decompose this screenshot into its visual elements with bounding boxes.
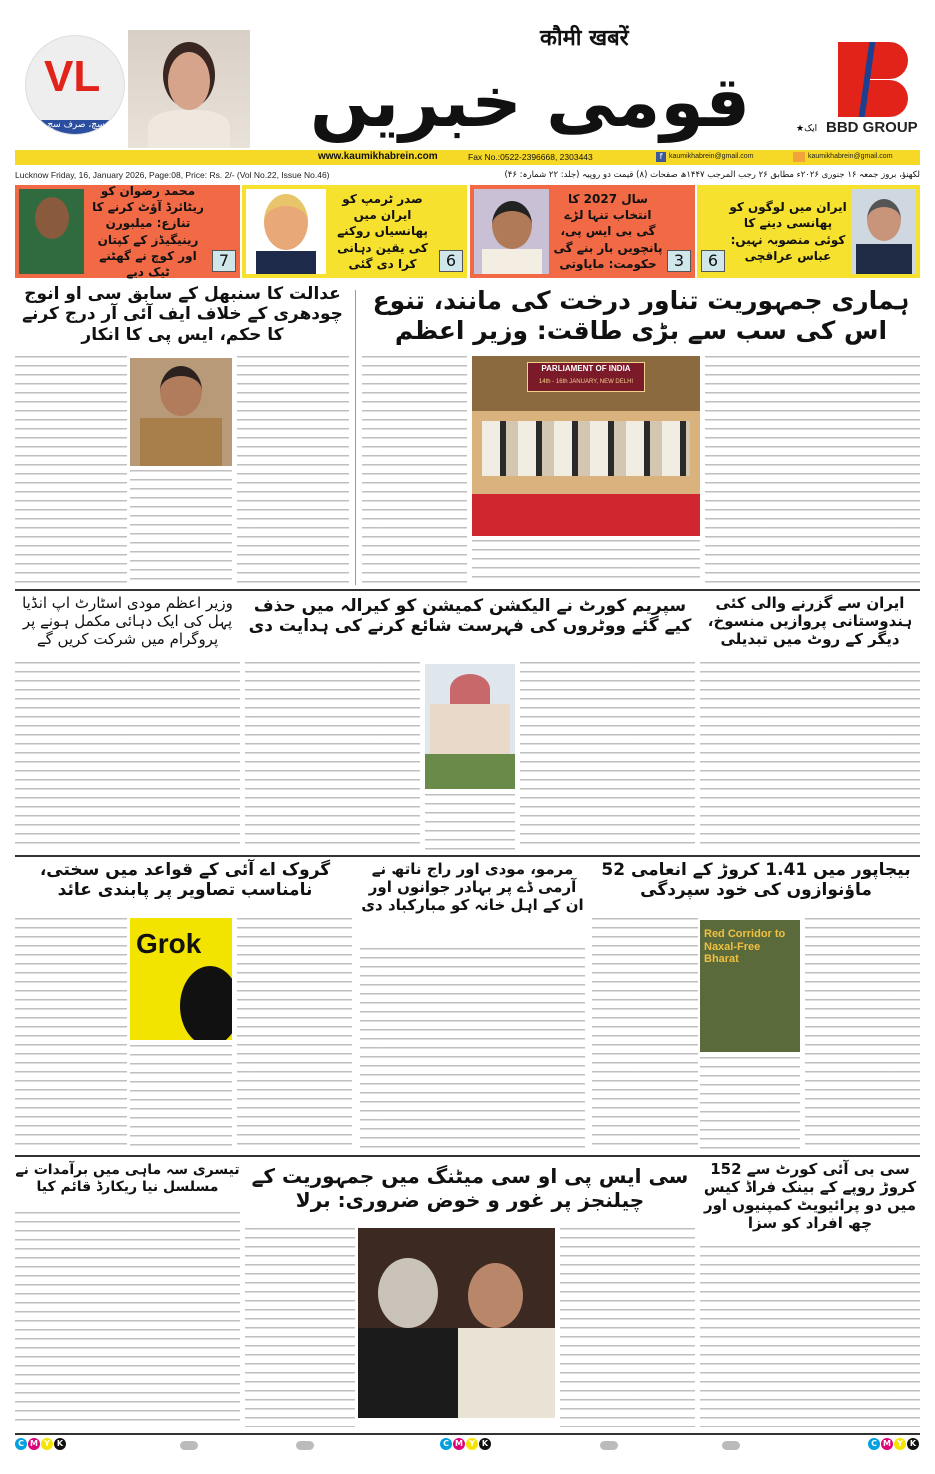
story-body xyxy=(15,356,127,584)
registration-mark xyxy=(296,1441,314,1450)
fax-number: Fax No.:0522-2396668, 2303443 xyxy=(468,152,593,162)
story-body xyxy=(560,1228,695,1427)
iran-flights-headline: ایران سے گزرنے والی کئی ہندوستانی پروازیں منسوخ، دیگر کے روٹ میں تبدیلی xyxy=(707,594,913,648)
facebook-icon: f xyxy=(656,152,666,162)
story-body xyxy=(237,356,349,584)
story-body xyxy=(360,948,585,1152)
cmyk-marker: C M Y K xyxy=(440,1438,491,1450)
logo-tagline: سچ، صرف سچ xyxy=(31,120,121,135)
officer-photo xyxy=(130,358,232,466)
exports-headline: تیسری سہ ماہی میں برآمدات نے مسلسل نیا ریکارڈ قائم کیا xyxy=(15,1162,240,1195)
cmyk-marker: C M Y K xyxy=(15,1438,66,1450)
story-body xyxy=(520,662,695,850)
parliament-photo xyxy=(472,356,700,536)
celebrity-photo xyxy=(128,30,250,148)
story-body xyxy=(705,356,920,584)
story-body xyxy=(237,918,352,1152)
story-body xyxy=(592,918,698,1152)
story-body xyxy=(245,662,420,850)
bijapur-headline: بیجاپور میں 1.41 کروڑ کے انعامی 52 ماؤنوازوں کی خود سپردگی xyxy=(601,860,911,901)
grok-logo-photo xyxy=(130,918,232,1040)
page-number: 6 xyxy=(701,250,725,272)
banner-subcaption: 14th - 16th JANUARY, NEW DELHI xyxy=(538,379,634,385)
teaser-araghchi[interactable]: ایران میں لوگوں کو پھانسی دینے کا کوئی منصوبہ نہیں: عباس عراقچی 6 xyxy=(697,185,920,278)
masthead-hindi: कौमी खबरें xyxy=(540,26,629,51)
story-body xyxy=(15,1212,240,1427)
section-rule xyxy=(15,589,920,591)
naxal-book-photo xyxy=(700,920,800,1052)
cbi-headline: سی بی آئی کورٹ سے 152 کروڑ روپے کے بینک فراڈ کیس میں دو پرائیویٹ کمپنیوں اور چھ افراد کو سزا xyxy=(703,1160,917,1232)
story-body xyxy=(700,1246,920,1427)
supreme-court-photo xyxy=(425,664,515,789)
dateline xyxy=(15,167,920,182)
brand-prefix: ★ایک xyxy=(796,124,818,134)
story-body xyxy=(425,794,515,850)
grok-headline: گروک اے آئی کے قواعد میں سختی، نامناسب تصاویر پر پابندی عائد xyxy=(39,860,331,901)
page-number: 7 xyxy=(212,250,236,272)
grok-text: Grok xyxy=(136,928,202,959)
om-birla-photo xyxy=(358,1228,555,1418)
teaser-photo xyxy=(851,189,916,274)
masthead-title: قومی خبریں xyxy=(309,61,751,143)
banner-caption: PARLIAMENT OF INDIA xyxy=(541,364,631,373)
page-number: 3 xyxy=(667,250,691,272)
book-title: Red Corridor to Naxal-Free Bharat xyxy=(704,928,786,966)
story-body xyxy=(15,918,127,1152)
brand-name: BBD GROUP xyxy=(826,119,918,136)
registration-mark xyxy=(180,1441,198,1450)
cspoc-headline: سی ایس پی او سی میٹنگ میں جمہوریت کے چیلنجز پر غور و خوض ضروری: برلا xyxy=(251,1164,689,1212)
dateline-english: Lucknow Friday, 16, January 2026, Page:08, Price: Rs. 2/- (Vol No.22, Issue No.46) xyxy=(15,169,330,180)
bbd-logo xyxy=(838,42,908,117)
story-body xyxy=(15,662,240,850)
story-body xyxy=(700,1057,800,1152)
story-body xyxy=(245,1228,355,1427)
story-body xyxy=(805,918,920,1152)
lead-headline: ہماری جمہوریت تناور درخت کی مانند، تنوع اس کی سب سے بڑی طاقت: وزیر اعظم xyxy=(372,286,910,345)
left-logo xyxy=(25,35,125,135)
email-icon xyxy=(793,152,805,162)
teaser-rizwan[interactable]: محمد رضوان کو ریٹائرڈ آؤٹ کرنے کا تنازع: میلبورن رینیگیڈز کے کپتان اور کوچ نے گھٹنے ٹیک دیے 7 xyxy=(15,185,240,278)
column-divider xyxy=(355,290,356,585)
teaser-trump[interactable]: صدر ٹرمپ کو ایران میں پھانسیاں روکنے کی یقین دہانی کرا دی گئی 6 xyxy=(242,185,467,278)
teaser-mayawati[interactable]: سال 2027 کا انتخاب تنہا لڑے گی بی ایس پی، پانچویں بار بنے گی حکومت: مایاوتی 3 xyxy=(470,185,695,278)
website-link[interactable]: www.kaumikhabrein.com xyxy=(318,151,438,162)
story-body xyxy=(700,662,920,850)
page-number: 6 xyxy=(439,250,463,272)
army-day-headline: مرمو، مودی اور راج ناتھ نے آرمی ڈے پر بہادر جوانوں اور ان کے اہل خانہ کو مبارکباد دی xyxy=(361,860,584,914)
section-rule xyxy=(15,855,920,857)
registration-mark xyxy=(600,1441,618,1450)
logo-letters: VL xyxy=(44,52,101,101)
section-rule xyxy=(15,1155,920,1157)
dateline-urdu: لکھنؤ، بروز جمعہ ۱۶ جنوری ۲۰۲۶ء مطابق ۲۶ رجب المرجب ۱۴۴۷ھ صفحات (۸) قیمت دو روپیہ (جلد: ۲۲ شمارہ: ۴۶) xyxy=(504,170,920,180)
story-body xyxy=(130,470,232,584)
startup-headline: وزیر اعظم مودی اسٹارٹ اپ انڈیا پہل کی ایک دہائی مکمل ہونے پر پروگرام میں شرکت کریں گے xyxy=(22,594,233,648)
story-body xyxy=(130,1045,232,1152)
story-body xyxy=(362,356,467,584)
supreme-court-headline: سپریم کورٹ نے الیکشن کمیشن کو کیرالہ میں حذف کیے گئے ووٹروں کی فہرست شائع کرنے کی ہدایت دی xyxy=(248,596,692,637)
email-address[interactable]: kaumikhabrein@gmail.com xyxy=(808,153,893,160)
teaser-photo xyxy=(19,189,84,274)
cmyk-marker: C M Y K xyxy=(868,1438,919,1450)
facebook-handle[interactable]: kaumikhabrein@gmail.com xyxy=(669,153,754,160)
sambhal-headline: عدالت کا سنبھل کے سابق سی او انوج چودھری کے خلاف ایف آئی آر درج کرنے کا حکم، ایس پی کا انکار xyxy=(22,284,343,345)
registration-mark xyxy=(722,1441,740,1450)
teaser-photo xyxy=(474,189,549,274)
footer-rule xyxy=(15,1433,920,1435)
teaser-photo xyxy=(246,189,326,274)
story-body xyxy=(472,540,700,584)
